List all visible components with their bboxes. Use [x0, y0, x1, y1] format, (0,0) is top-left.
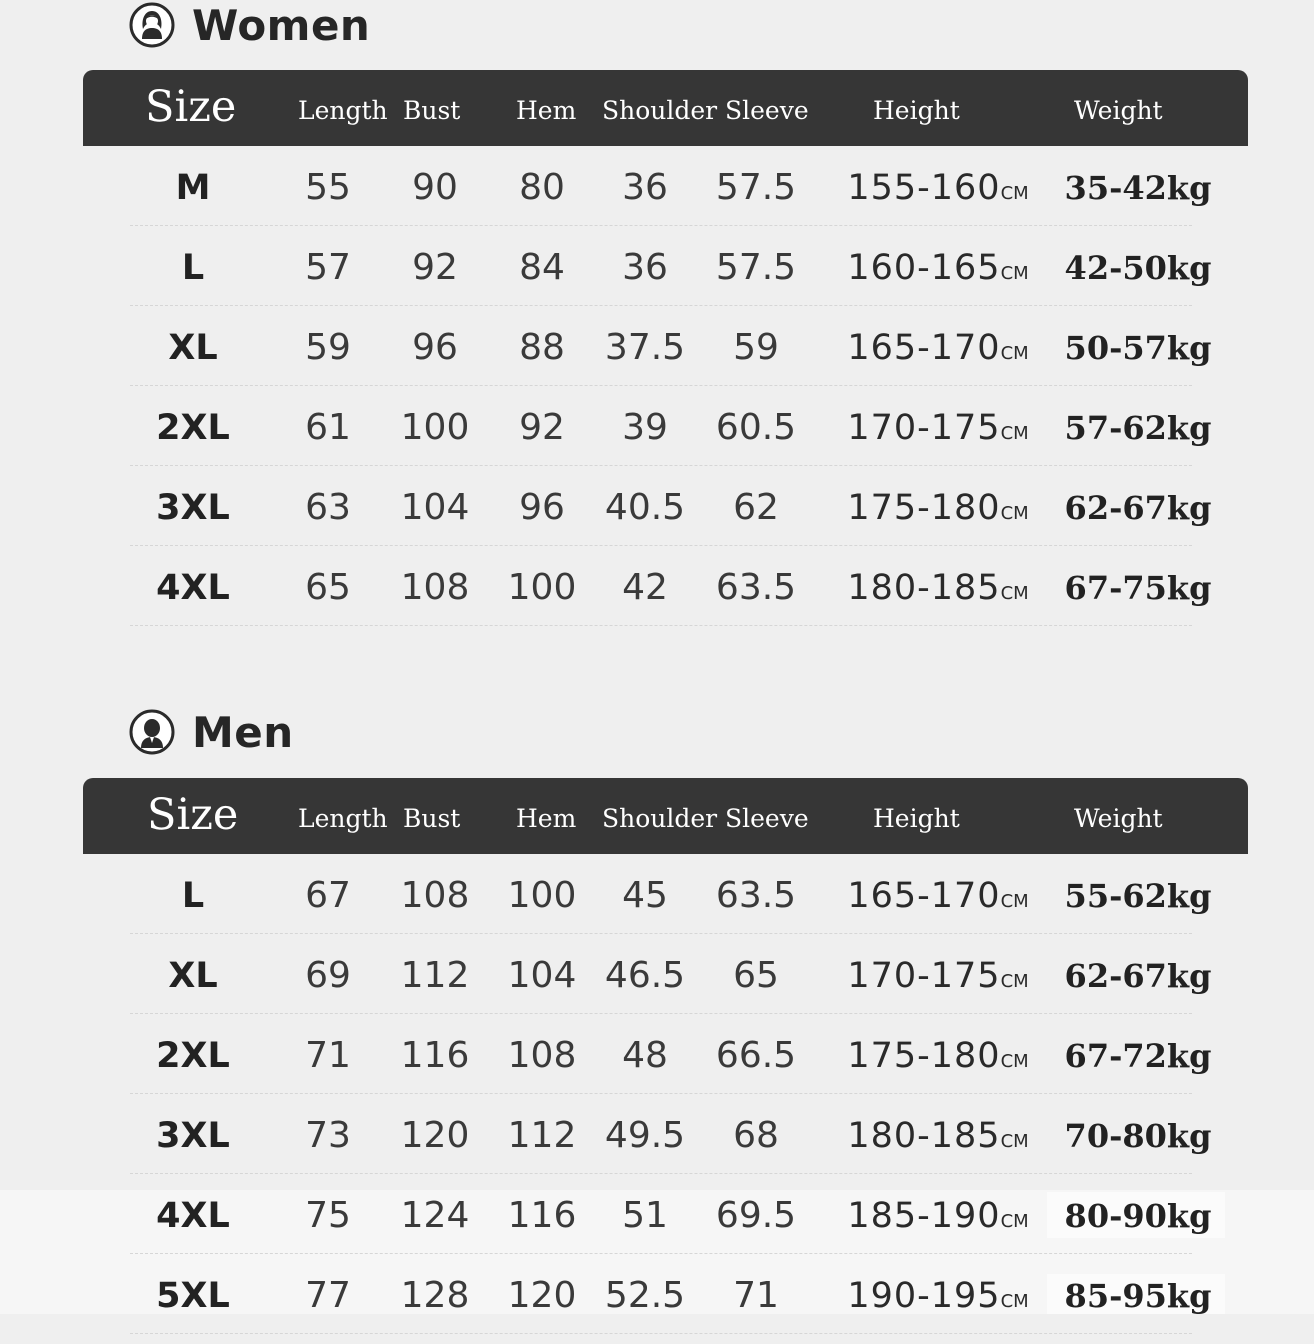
- height-value: 190-195: [847, 1276, 1001, 1316]
- table-row: [83, 854, 1248, 934]
- header-weight: Weight: [1074, 96, 1163, 125]
- height-value: 170-175: [847, 956, 1001, 996]
- bust-cell: 124: [400, 1195, 470, 1236]
- header-height: Height: [873, 804, 960, 833]
- women-section-title: [128, 0, 370, 50]
- length-cell: 59: [305, 327, 351, 368]
- weight-cell: 42-50kg: [1064, 249, 1212, 287]
- bust-cell: 120: [400, 1115, 470, 1156]
- table-header: [83, 778, 1248, 854]
- height-value: 175-180: [847, 1036, 1001, 1076]
- shoulder-cell: 51: [622, 1195, 668, 1236]
- bust-cell: 92: [412, 247, 458, 288]
- height-unit: CM: [1000, 891, 1029, 912]
- shoulder-cell: 52.5: [604, 1275, 686, 1316]
- sleeve-cell: 57.5: [715, 167, 797, 208]
- weight-cell: 85-95kg: [1064, 1277, 1212, 1315]
- height-cell: [823, 934, 1053, 1014]
- weight-cell: 50-57kg: [1064, 329, 1212, 367]
- table-row: [83, 306, 1248, 386]
- bust-cell: 100: [400, 407, 470, 448]
- weight-cell: 57-62kg: [1064, 409, 1212, 447]
- height-cell: [823, 854, 1053, 934]
- bust-cell: 90: [412, 167, 458, 208]
- size-cell: 2XL: [156, 408, 230, 448]
- shoulder-cell: 39: [622, 407, 668, 448]
- height-cell: [823, 1094, 1053, 1174]
- shoulder-cell: 40.5: [604, 487, 686, 528]
- sleeve-cell: 59: [733, 327, 779, 368]
- bust-cell: 128: [400, 1275, 470, 1316]
- height-cell: [823, 1174, 1053, 1254]
- height-value: 180-185: [847, 568, 1001, 608]
- weight-cell: 70-80kg: [1064, 1117, 1212, 1155]
- height-value: 165-170: [847, 328, 1001, 368]
- sleeve-cell: 60.5: [715, 407, 797, 448]
- header-size: Size: [147, 790, 239, 840]
- height-unit: CM: [1000, 1131, 1029, 1152]
- height-unit: CM: [1000, 263, 1029, 284]
- shoulder-cell: 36: [622, 247, 668, 288]
- shoulder-cell: 45: [622, 875, 668, 916]
- header-hem: Hem: [516, 96, 577, 125]
- section-title-label: Men: [192, 707, 294, 757]
- sleeve-cell: 57.5: [715, 247, 797, 288]
- table-row: [83, 1254, 1248, 1334]
- shoulder-cell: 49.5: [604, 1115, 686, 1156]
- hem-cell: 100: [507, 875, 577, 916]
- sleeve-cell: 62: [733, 487, 779, 528]
- header-height: Height: [873, 96, 960, 125]
- sleeve-cell: 65: [733, 955, 779, 996]
- height-unit: CM: [1000, 343, 1029, 364]
- height-unit: CM: [1000, 583, 1029, 604]
- woman-avatar-icon: [128, 1, 176, 49]
- weight-cell: 62-67kg: [1064, 957, 1212, 995]
- sleeve-cell: 69.5: [715, 1195, 797, 1236]
- length-cell: 61: [305, 407, 351, 448]
- bust-cell: 108: [400, 567, 470, 608]
- header-length: Length: [298, 96, 388, 125]
- sleeve-cell: 68: [733, 1115, 779, 1156]
- hem-cell: 108: [507, 1035, 577, 1076]
- height-value: 170-175: [847, 408, 1001, 448]
- sleeve-cell: 63.5: [715, 875, 797, 916]
- height-cell: [823, 306, 1053, 386]
- table-row: [83, 146, 1248, 226]
- header-length: Length: [298, 804, 388, 833]
- row-divider: [130, 1333, 1192, 1334]
- weight-cell: 35-42kg: [1064, 169, 1212, 207]
- size-cell: 3XL: [156, 488, 230, 528]
- sleeve-cell: 71: [733, 1275, 779, 1316]
- length-cell: 65: [305, 567, 351, 608]
- height-cell: [823, 1254, 1053, 1334]
- header-hem: Hem: [516, 804, 577, 833]
- height-value: 185-190: [847, 1196, 1001, 1236]
- table-row: [83, 386, 1248, 466]
- size-cell: XL: [168, 956, 218, 996]
- header-bust: Bust: [403, 804, 461, 833]
- size-cell: 5XL: [156, 1276, 230, 1316]
- weight-cell: 67-72kg: [1064, 1037, 1212, 1075]
- length-cell: 75: [305, 1195, 351, 1236]
- table-body: [83, 854, 1248, 1334]
- shoulder-cell: 46.5: [604, 955, 686, 996]
- height-value: 160-165: [847, 248, 1001, 288]
- height-value: 175-180: [847, 488, 1001, 528]
- length-cell: 55: [305, 167, 351, 208]
- bust-cell: 108: [400, 875, 470, 916]
- height-value: 155-160: [847, 168, 1001, 208]
- header-sleeve: Sleeve: [725, 96, 809, 125]
- header-shoulder: Shoulder: [602, 96, 718, 125]
- size-cell: 2XL: [156, 1036, 230, 1076]
- height-cell: [823, 386, 1053, 466]
- height-cell: [823, 146, 1053, 226]
- shoulder-cell: 36: [622, 167, 668, 208]
- size-cell: M: [175, 168, 211, 208]
- hem-cell: 120: [507, 1275, 577, 1316]
- table-row: [83, 226, 1248, 306]
- length-cell: 71: [305, 1035, 351, 1076]
- row-divider: [130, 625, 1192, 626]
- height-cell: [823, 1014, 1053, 1094]
- header-bust: Bust: [403, 96, 461, 125]
- hem-cell: 116: [507, 1195, 577, 1236]
- bust-cell: 104: [400, 487, 470, 528]
- length-cell: 77: [305, 1275, 351, 1316]
- hem-cell: 92: [519, 407, 565, 448]
- hem-cell: 84: [519, 247, 565, 288]
- hem-cell: 96: [519, 487, 565, 528]
- table-header: [83, 70, 1248, 146]
- size-cell: 4XL: [156, 1196, 230, 1236]
- height-cell: [823, 226, 1053, 306]
- shoulder-cell: 48: [622, 1035, 668, 1076]
- header-sleeve: Sleeve: [725, 804, 809, 833]
- height-unit: CM: [1000, 971, 1029, 992]
- bust-cell: 112: [400, 955, 470, 996]
- height-cell: [823, 466, 1053, 546]
- hem-cell: 112: [507, 1115, 577, 1156]
- height-unit: CM: [1000, 183, 1029, 204]
- hem-cell: 100: [507, 567, 577, 608]
- height-unit: CM: [1000, 1051, 1029, 1072]
- weight-cell: 80-90kg: [1064, 1197, 1212, 1235]
- table-row: [83, 546, 1248, 626]
- size-cell: XL: [168, 328, 218, 368]
- length-cell: 57: [305, 247, 351, 288]
- table-row: [83, 934, 1248, 1014]
- height-value: 180-185: [847, 1116, 1001, 1156]
- table-row: [83, 466, 1248, 546]
- header-shoulder: Shoulder: [602, 804, 718, 833]
- height-value: 165-170: [847, 876, 1001, 916]
- hem-cell: 88: [519, 327, 565, 368]
- section-title-label: Women: [192, 0, 371, 50]
- weight-cell: 55-62kg: [1064, 877, 1212, 915]
- height-unit: CM: [1000, 1291, 1029, 1312]
- women-size-table: [83, 70, 1248, 626]
- height-unit: CM: [1000, 1211, 1029, 1232]
- hem-cell: 80: [519, 167, 565, 208]
- size-cell: 3XL: [156, 1116, 230, 1156]
- size-cell: L: [181, 876, 205, 916]
- men-section-title: [128, 707, 294, 757]
- sleeve-cell: 66.5: [715, 1035, 797, 1076]
- bust-cell: 116: [400, 1035, 470, 1076]
- weight-cell: 67-75kg: [1064, 569, 1212, 607]
- bust-cell: 96: [412, 327, 458, 368]
- table-body: [83, 146, 1248, 626]
- length-cell: 67: [305, 875, 351, 916]
- header-size: Size: [145, 82, 237, 132]
- length-cell: 73: [305, 1115, 351, 1156]
- size-cell: 4XL: [156, 568, 230, 608]
- size-cell: L: [181, 248, 205, 288]
- sleeve-cell: 63.5: [715, 567, 797, 608]
- table-row: [83, 1094, 1248, 1174]
- shoulder-cell: 42: [622, 567, 668, 608]
- height-cell: [823, 546, 1053, 626]
- shoulder-cell: 37.5: [604, 327, 686, 368]
- hem-cell: 104: [507, 955, 577, 996]
- man-avatar-icon: [128, 708, 176, 756]
- header-weight: Weight: [1074, 804, 1163, 833]
- table-row: [83, 1174, 1248, 1254]
- height-unit: CM: [1000, 423, 1029, 444]
- table-row: [83, 1014, 1248, 1094]
- men-size-table: [83, 778, 1248, 1334]
- height-unit: CM: [1000, 503, 1029, 524]
- weight-cell: 62-67kg: [1064, 489, 1212, 527]
- length-cell: 63: [305, 487, 351, 528]
- length-cell: 69: [305, 955, 351, 996]
